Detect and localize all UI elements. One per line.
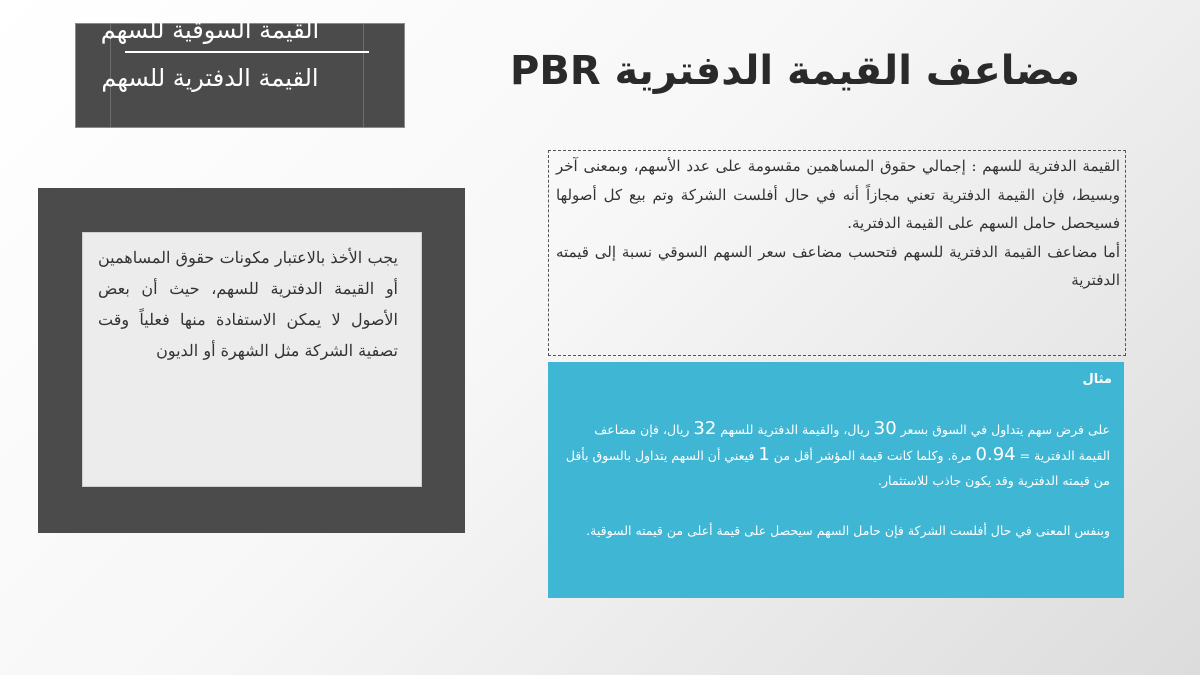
definition-text (556, 152, 1120, 295)
example-price: 30 (873, 418, 897, 439)
example-body (562, 416, 1110, 543)
example-paragraph-1 (562, 416, 1110, 493)
formula-box-right-rail (363, 24, 364, 127)
example-ratio: 0.94 (975, 444, 1016, 465)
example-threshold: 1 (758, 444, 770, 465)
example-text-5: فيعني أن السهم يتداول بالسوق بأقل من قيمته الدفترية وقد يكون جاذب للاستثمار. (565, 448, 1110, 488)
formula-fraction-bar (125, 51, 369, 53)
example-paragraph-2: وبنفس المعنى في حال أفلست الشركة فإن حامل السهم سيحصل على قيمة أعلى من قيمته السوقية. (586, 523, 1110, 538)
example-text-2: ريال، والقيمة الدفترية للسهم (716, 422, 874, 437)
slide-title: مضاعف القيمة الدفترية PBR (510, 48, 1080, 94)
note-text: يجب الأخذ بالاعتبار مكونات حقوق المساهمين أو القيمة الدفترية للسهم، حيث أن بعض الأصول لا يمكن الاستفادة منها فعلياً وقت تصفية الشركة مثل الشهرة أو الديون (98, 248, 398, 360)
example-text-4: مرة. وكلما كانت قيمة المؤشر أقل من (769, 448, 976, 463)
example-heading: مثال (1082, 372, 1112, 387)
definition-paragraph-1: القيمة الدفترية للسهم : إجمالي حقوق المساهمين مقسومة على عدد الأسهم، وبمعنى آخر وبسيط، فإن القيمة الدفترية تعني مجازاً أنه في حال أفلست الشركة وتم بيع كل أصولها فسيحصل حامل السهم على القيمة الدفترية. (556, 157, 1120, 232)
example-text-1: على فرض سهم يتداول في السوق بسعر (896, 422, 1110, 437)
formula-denominator: القيمة الدفترية للسهم (101, 64, 319, 92)
example-text-3: ريال، فإن مضاعف القيمة الدفترية = (594, 422, 1110, 463)
definition-paragraph-2: أما مضاعف القيمة الدفترية للسهم فتحسب مضاعف سعر السهم السوقي نسبة إلى قيمته الدفترية (556, 242, 1120, 289)
formula-numerator: القيمة السوقية للسهم (100, 16, 320, 44)
example-book-value: 32 (693, 418, 717, 439)
example-spacer (562, 493, 1110, 518)
